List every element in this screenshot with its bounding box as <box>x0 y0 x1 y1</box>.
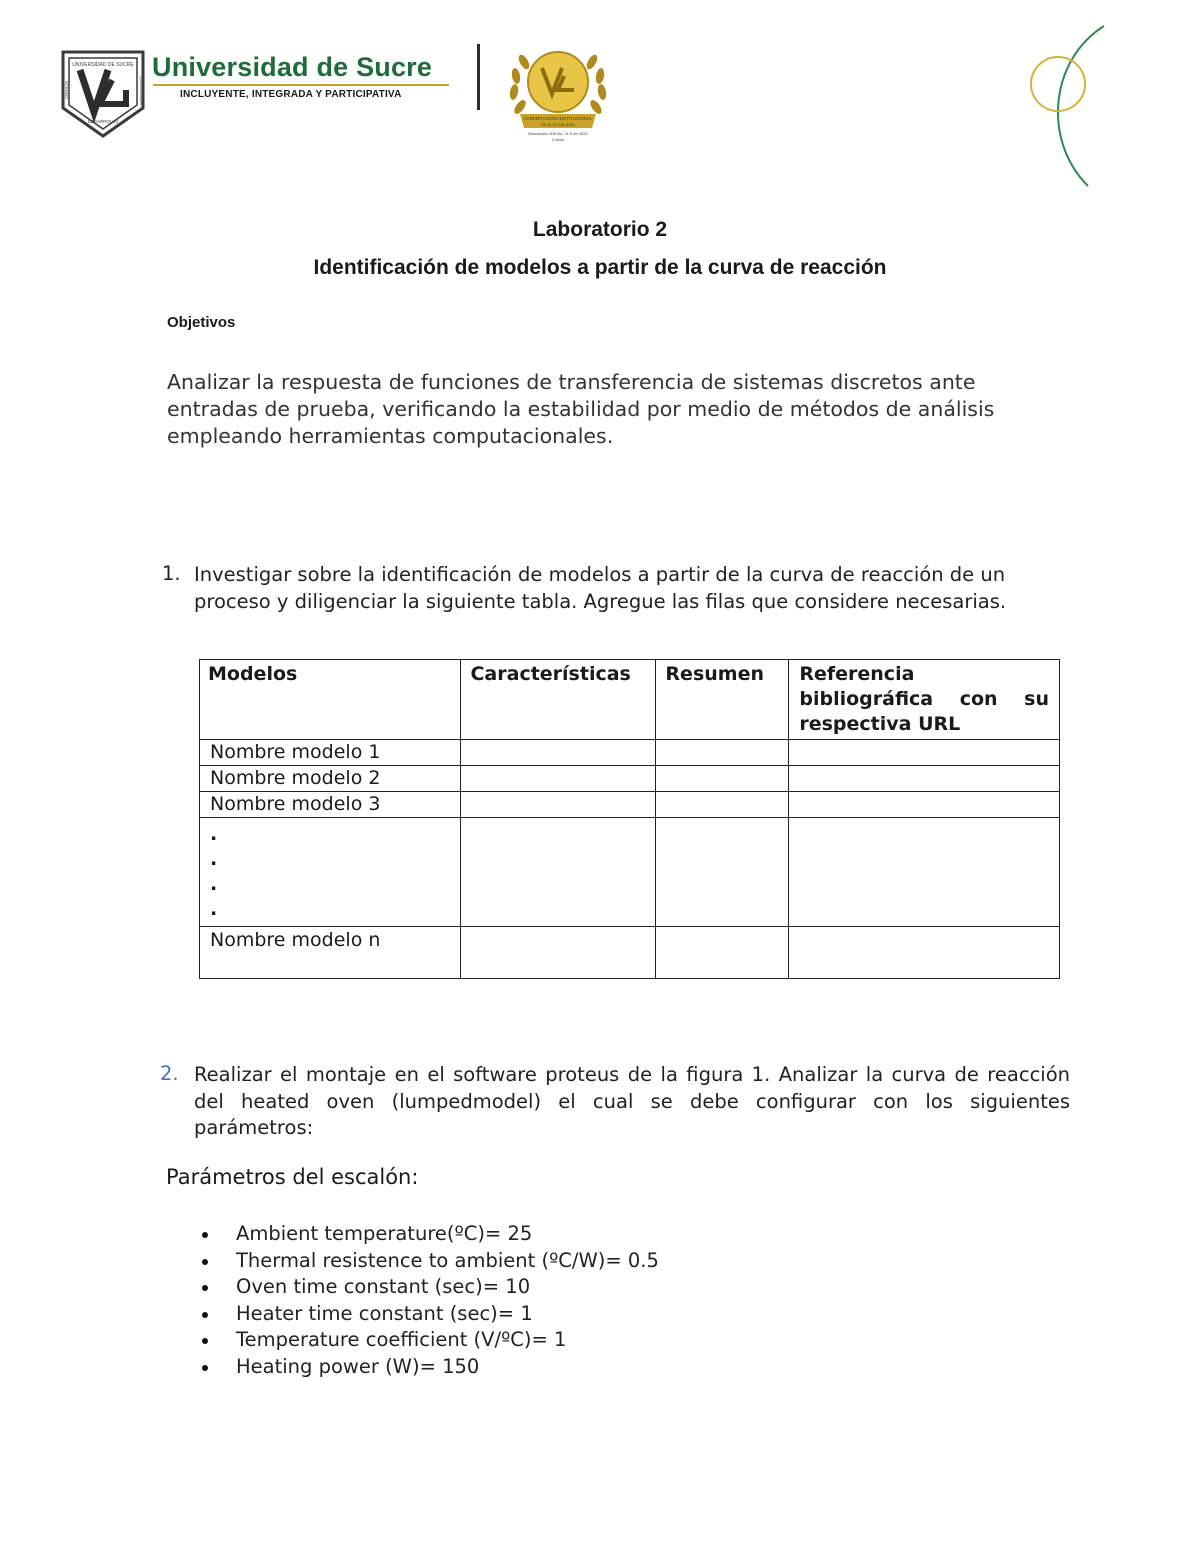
item1-number: 1. <box>162 562 181 585</box>
seal-line4: 4 años <box>551 137 565 142</box>
page-header <box>0 0 1200 195</box>
list-item: Heater time constant (sec)= 1 <box>196 1301 659 1328</box>
dot: . <box>210 823 218 845</box>
table-cell <box>789 818 1060 927</box>
seal-line2: DE ALTA CALIDAD <box>540 122 576 127</box>
seal-line1: ACREDITACIÓN INSTITUCIONAL <box>523 116 593 121</box>
seal-line3: Resolución 006 No. 01 0 de 2022 <box>528 131 588 136</box>
item2-text: Realizar el montaje en el software proteus de la figura 1. Analizar la curva de reacción del heated oven (lumpedmodel) el cual se debe configurar con los siguientes parámetros: <box>194 1063 1070 1139</box>
table-cell <box>789 740 1060 766</box>
table-cell <box>656 818 789 927</box>
table-row <box>200 766 1060 792</box>
university-crest-icon <box>60 46 146 140</box>
dot: . <box>210 848 218 870</box>
university-name: Universidad de Sucre <box>152 52 433 82</box>
table-cell <box>789 792 1060 818</box>
params-list <box>196 1221 659 1380</box>
item1-text: Investigar sobre la identificación de modelos a partir de la curva de reacción de un proceso y diligenciar la siguiente tabla. Agregue las filas que considere necesarias. <box>194 563 1007 613</box>
model-name-cell: Nombre modelo 3 <box>200 792 461 818</box>
crest-right-text: TECNOLOGÍA <box>139 75 144 105</box>
table-row <box>200 792 1060 818</box>
list-item: Thermal resistence to ambient (ºC/W)= 0.5 <box>196 1248 659 1275</box>
name-underline <box>153 84 449 86</box>
table-cell <box>461 766 656 792</box>
accreditation-seal-icon <box>502 32 614 144</box>
dot: . <box>210 873 218 895</box>
header-reference: Referencia bibliográfica con su respectiva URL <box>789 660 1060 740</box>
dot: . <box>210 898 218 920</box>
crest-left-text: CIENCIA <box>64 80 69 100</box>
header-characteristics: Características <box>461 660 656 740</box>
university-slogan: INCLUYENTE, INTEGRADA Y PARTICIPATIVA <box>180 89 402 100</box>
table-cell <box>656 927 789 979</box>
header-models: Modelos <box>200 660 461 740</box>
table-cell <box>656 792 789 818</box>
objectives-heading: Objetivos <box>167 314 236 331</box>
header-summary: Resumen <box>656 660 789 740</box>
model-name-cell: Nombre modelo 2 <box>200 766 461 792</box>
header-divider <box>477 44 480 110</box>
table-cell <box>656 740 789 766</box>
decorative-arc-icon <box>1020 20 1120 192</box>
model-name-cell: Nombre modelo 1 <box>200 740 461 766</box>
table-row <box>200 740 1060 766</box>
table-cell <box>789 766 1060 792</box>
item2-number: 2. <box>160 1062 179 1085</box>
lab-subtitle: Identificación de modelos a partir de la curva de reacción <box>313 256 887 279</box>
table-cell <box>461 740 656 766</box>
list-item: Temperature coefficient (V/ºC)= 1 <box>196 1327 659 1354</box>
crest-bottom-text: DESARROLLO <box>87 119 119 124</box>
params-heading: Parámetros del escalón: <box>166 1165 419 1189</box>
model-name-cell: Nombre modelo n <box>200 927 461 979</box>
table-row <box>200 927 1060 979</box>
table-cell <box>789 927 1060 979</box>
ellipsis-cell <box>200 818 461 927</box>
table-cell <box>461 818 656 927</box>
list-item: Heating power (W)= 150 <box>196 1354 659 1381</box>
crest-top-text: UNIVERSIDAD DE SUCRE <box>72 62 134 68</box>
table-header-row <box>200 660 1060 740</box>
lab-title: Laboratorio 2 <box>532 218 668 241</box>
table-cell <box>461 927 656 979</box>
models-table <box>199 659 1060 979</box>
list-item: Oven time constant (sec)= 10 <box>196 1274 659 1301</box>
table-cell <box>461 792 656 818</box>
table-cell <box>656 766 789 792</box>
list-item: Ambient temperature(ºC)= 25 <box>196 1221 659 1248</box>
objectives-text: Analizar la respuesta de funciones de transferencia de sistemas discretos ante entradas de prueba, verificando la estabilidad por medio de métodos de análisis empleando herramientas computacionales. <box>167 370 995 448</box>
table-row-ellipsis <box>200 818 1060 927</box>
